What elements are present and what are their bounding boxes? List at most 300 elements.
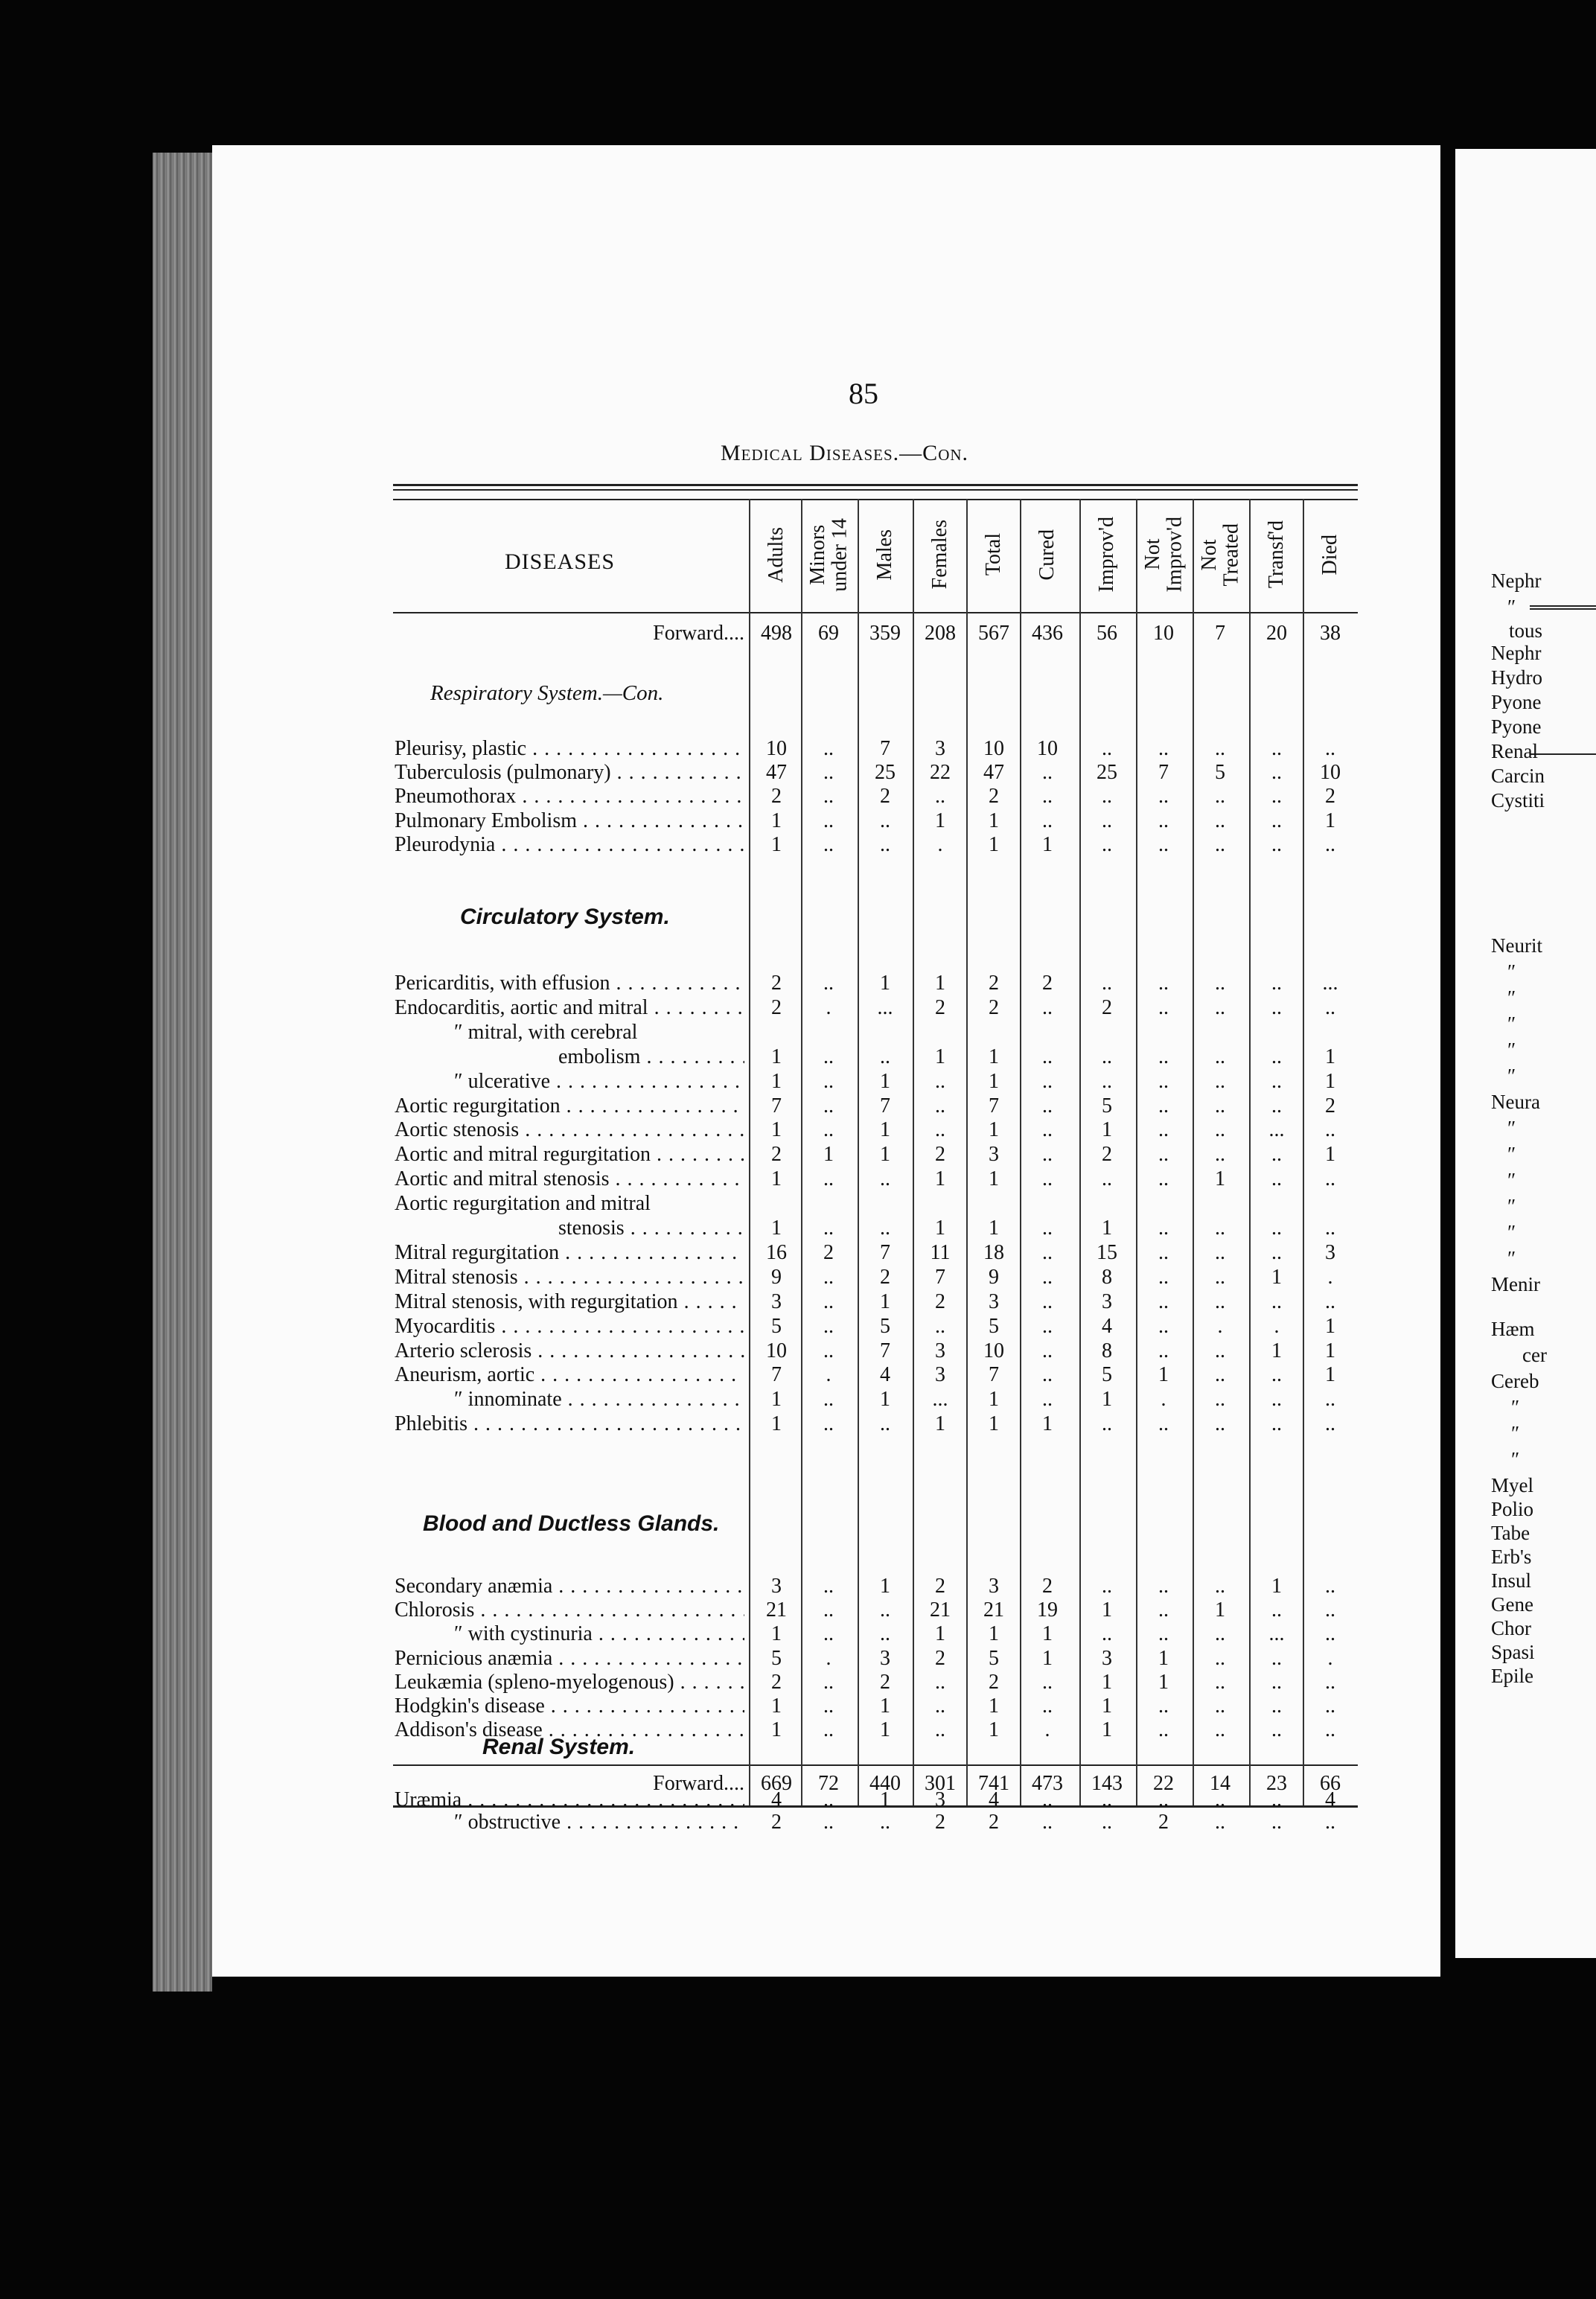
cell-value: .. xyxy=(1102,972,1112,995)
cell-value: 19 xyxy=(1037,1598,1058,1622)
cell-value: .. xyxy=(823,1718,834,1742)
disease-name: Aortic regurgitation and mitral xyxy=(395,1192,651,1216)
cell-value: 10 xyxy=(1037,737,1058,760)
cell-value: .. xyxy=(1325,737,1335,760)
right-page-entry: Cereb xyxy=(1491,1370,1539,1392)
disease-name: Hodgkin's disease . . . xyxy=(395,1694,744,1720)
disease-name: Pleurodynia . . . xyxy=(395,833,744,858)
cell-value: .. xyxy=(1042,1069,1053,1093)
cell-value: .. xyxy=(823,1217,834,1240)
section-title: Respiratory System.—Con. xyxy=(430,681,664,705)
cell-value: 1 xyxy=(1158,1670,1169,1694)
cell-value: .. xyxy=(1215,785,1225,809)
cell-value: .. xyxy=(1215,1265,1225,1289)
cell-value: . xyxy=(1161,1388,1166,1412)
cell-value: . xyxy=(826,1646,831,1670)
cell-value: .. xyxy=(1158,1167,1169,1191)
cell-value: 3 xyxy=(989,1575,999,1598)
column-header-label: Minors under 14 xyxy=(805,517,851,592)
cell-value: .. xyxy=(1271,832,1282,856)
cell-value: 1 xyxy=(1102,1217,1112,1240)
cell-value: 1 xyxy=(1271,1339,1282,1362)
cell-value: .. xyxy=(935,1670,945,1694)
cell-value: .. xyxy=(1215,1811,1225,1834)
table-row xyxy=(393,1811,1358,1836)
cell-value: .. xyxy=(1271,1045,1282,1068)
cell-value: .. xyxy=(1158,1575,1169,1598)
cell-value: 7 xyxy=(880,1094,890,1117)
cell-value: .. xyxy=(1158,1045,1169,1068)
cell-value: 16 xyxy=(766,1240,787,1264)
cell-value: . xyxy=(1217,1314,1223,1338)
cell-value: 1 xyxy=(935,809,945,832)
cell-value: .. xyxy=(1042,785,1053,809)
cell-value: .. xyxy=(1158,1265,1169,1289)
cell-value: 1 xyxy=(771,1412,782,1436)
cell-value: 56 xyxy=(1097,622,1117,645)
cell-value: .. xyxy=(1215,1646,1225,1670)
cell-value: 1 xyxy=(989,1694,999,1718)
right-page-entry: Insul xyxy=(1491,1569,1531,1592)
cell-value: .. xyxy=(1215,1575,1225,1598)
table-row xyxy=(393,1575,1358,1600)
disease-name: Forward.... xyxy=(653,622,744,645)
cell-value: .. xyxy=(1042,1240,1053,1264)
right-page-entry: ″ xyxy=(1511,1448,1520,1470)
column-header xyxy=(858,499,913,610)
table-row xyxy=(393,1671,1358,1696)
right-page-entry: Pyone xyxy=(1491,691,1542,713)
cell-value: 1 xyxy=(1042,1412,1053,1436)
cell-value: .. xyxy=(1102,809,1112,832)
cell-value: 7 xyxy=(880,1240,890,1264)
disease-name: Myocarditis . . . xyxy=(395,1315,744,1340)
cell-value: 3 xyxy=(771,1289,782,1313)
column-header-label: Not Improv'd xyxy=(1140,517,1186,593)
cell-value: .. xyxy=(1158,972,1169,995)
column-header xyxy=(749,499,804,610)
right-page-entry: Chor xyxy=(1491,1617,1531,1639)
cell-value: .. xyxy=(1158,1622,1169,1646)
cell-value: .. xyxy=(1042,1670,1053,1694)
cell-value: 3 xyxy=(989,1143,999,1167)
cell-value: .. xyxy=(1325,1575,1335,1598)
cell-value: .. xyxy=(1215,1240,1225,1264)
right-page-entry: Spasi xyxy=(1491,1641,1535,1663)
cell-value: 7 xyxy=(989,1363,999,1387)
cell-value: 2 xyxy=(771,785,782,809)
disease-name: Pleurisy, plastic . . . xyxy=(395,737,744,762)
cell-value: .. xyxy=(1102,1788,1112,1811)
disease-name: stenosis . . . xyxy=(395,1217,744,1242)
disease-name: Endocarditis, aortic and mitral . . . xyxy=(395,996,744,1021)
cell-value: .. xyxy=(823,832,834,856)
cell-value: 143 xyxy=(1091,1772,1123,1795)
cell-value: .. xyxy=(1271,785,1282,809)
cell-value: .. xyxy=(1271,761,1282,785)
cell-value: .. xyxy=(880,809,890,832)
table-row xyxy=(393,1598,1358,1624)
cell-value: 1 xyxy=(989,1045,999,1068)
cell-value: 1 xyxy=(989,1118,999,1142)
disease-name: Pneumothorax . . . xyxy=(395,785,744,810)
column-header xyxy=(966,499,1021,610)
cell-value: 3 xyxy=(771,1575,782,1598)
cell-value: .. xyxy=(1042,1339,1053,1362)
cell-value: 2 xyxy=(1325,785,1335,809)
cell-value: .. xyxy=(1042,1167,1053,1191)
cell-value: 1 xyxy=(935,1045,945,1068)
disease-name: Uræmia . . . xyxy=(395,1788,744,1814)
cell-value: 47 xyxy=(766,761,787,785)
cell-value: .. xyxy=(880,1045,890,1068)
cell-value: .. xyxy=(1325,1167,1335,1191)
table-row xyxy=(393,1021,1358,1046)
cell-value: 1 xyxy=(880,1575,890,1598)
cell-value: 1 xyxy=(989,1412,999,1436)
right-page-entry: Tabe xyxy=(1491,1522,1530,1544)
cell-value: .. xyxy=(1158,1217,1169,1240)
cell-value: .. xyxy=(1158,1240,1169,1264)
cell-value: .. xyxy=(1215,1339,1225,1362)
cell-value: .. xyxy=(1158,1143,1169,1167)
cell-value: .. xyxy=(823,1045,834,1068)
disease-name: ″ with cystinuria . . . xyxy=(395,1622,744,1648)
cell-value: 3 xyxy=(880,1646,890,1670)
cell-value: 1 xyxy=(989,832,999,856)
disease-name: Forward.... xyxy=(653,1772,744,1795)
table-row xyxy=(393,1647,1358,1672)
right-page-entry: ″ xyxy=(1507,1013,1516,1035)
right-page-entry: ″ xyxy=(1507,960,1516,983)
cell-value: 1 xyxy=(771,1217,782,1240)
cell-value: .. xyxy=(1158,785,1169,809)
cell-value: .. xyxy=(1325,1388,1335,1412)
cell-value: .. xyxy=(1158,1339,1169,1362)
cell-value: 5 xyxy=(1102,1094,1112,1117)
table-rule xyxy=(393,484,1358,486)
cell-value: 9 xyxy=(771,1265,782,1289)
cell-value: 2 xyxy=(771,1670,782,1694)
cell-value: .. xyxy=(1325,995,1335,1019)
disease-name: Aortic and mitral regurgitation . . . xyxy=(395,1143,744,1168)
table-rule xyxy=(393,489,1358,491)
cell-value: 1 xyxy=(1271,1265,1282,1289)
cell-value: .. xyxy=(1271,809,1282,832)
cell-value: .. xyxy=(1215,995,1225,1019)
cell-value: .. xyxy=(935,1694,945,1718)
cell-value: 66 xyxy=(1320,1772,1341,1795)
cell-value: .. xyxy=(1102,1167,1112,1191)
cell-value: 7 xyxy=(771,1363,782,1387)
cell-value: .. xyxy=(1042,1289,1053,1313)
cell-value: .. xyxy=(1215,1217,1225,1240)
cell-value: 5 xyxy=(989,1646,999,1670)
cell-value: .. xyxy=(1158,1314,1169,1338)
column-header-label: Adults xyxy=(765,526,788,583)
cell-value: 18 xyxy=(983,1240,1004,1264)
cell-value: 2 xyxy=(935,1646,945,1670)
cell-value: .. xyxy=(823,1265,834,1289)
cell-value: .. xyxy=(1271,1598,1282,1622)
cell-value: .. xyxy=(1271,1646,1282,1670)
disease-name: Aortic and mitral stenosis . . . xyxy=(395,1167,744,1193)
cell-value: .. xyxy=(1158,1094,1169,1117)
column-header xyxy=(801,499,856,610)
cell-value: .. xyxy=(935,1314,945,1338)
cell-value: .. xyxy=(1271,995,1282,1019)
column-header-label: Not Treated xyxy=(1197,523,1242,587)
cell-value: 1 xyxy=(880,972,890,995)
cell-value: .. xyxy=(1102,832,1112,856)
cell-value: ... xyxy=(932,1388,948,1412)
cell-value: 1 xyxy=(880,1069,890,1093)
cell-value: .. xyxy=(880,1811,890,1834)
cell-value: 4 xyxy=(880,1363,890,1387)
cell-value: .. xyxy=(1325,1811,1335,1834)
cell-value: 1 xyxy=(880,1388,890,1412)
cell-value: 5 xyxy=(1215,761,1225,785)
cell-value: .. xyxy=(823,1788,834,1811)
cell-value: .. xyxy=(1215,1143,1225,1167)
cell-value: 9 xyxy=(989,1265,999,1289)
table-row xyxy=(393,1290,1358,1316)
cell-value: 1 xyxy=(771,1694,782,1718)
cell-value: 2 xyxy=(1158,1811,1169,1834)
cell-value: 567 xyxy=(978,622,1009,645)
cell-value: .. xyxy=(1215,1694,1225,1718)
cell-value: 20 xyxy=(1266,622,1287,645)
cell-value: 1 xyxy=(880,1788,890,1811)
table-row xyxy=(393,996,1358,1021)
disease-name: ″ obstructive . . . xyxy=(395,1811,744,1836)
right-page-entry: ″ xyxy=(1511,1422,1520,1444)
section-title: Renal System. xyxy=(482,1735,636,1759)
cell-value: .. xyxy=(1158,737,1169,760)
cell-value: .. xyxy=(1042,1045,1053,1068)
cell-value: 22 xyxy=(930,761,951,785)
column-header xyxy=(1136,499,1191,610)
cell-value: 14 xyxy=(1210,1772,1230,1795)
right-page-entry: Neura xyxy=(1491,1091,1540,1113)
cell-value: .. xyxy=(1215,1363,1225,1387)
cell-value: .. xyxy=(935,1118,945,1142)
cell-value: .. xyxy=(1042,1694,1053,1718)
disease-name: Pernicious anæmia . . . xyxy=(395,1647,744,1672)
cell-value: .. xyxy=(823,1575,834,1598)
cell-value: 11 xyxy=(930,1240,951,1264)
cell-value: ... xyxy=(1322,972,1338,995)
page-header: Medical Diseases.—Con. xyxy=(721,441,969,465)
cell-value: 3 xyxy=(935,1788,945,1811)
cell-value: 1 xyxy=(1325,1363,1335,1387)
table-row xyxy=(393,737,1358,762)
cell-value: 301 xyxy=(925,1772,956,1795)
cell-value: .. xyxy=(823,1314,834,1338)
cell-value: 5 xyxy=(1102,1363,1112,1387)
right-page-entry: Menir xyxy=(1491,1273,1540,1295)
disease-name: Mitral stenosis, with regurgitation . . . xyxy=(395,1290,744,1316)
page-number: 85 xyxy=(849,377,878,410)
cell-value: .. xyxy=(1102,1412,1112,1436)
cell-value: .. xyxy=(1158,1788,1169,1811)
cell-value: 10 xyxy=(766,737,787,760)
right-page-entry: Nephr xyxy=(1491,642,1542,664)
column-header-label: Males xyxy=(873,529,897,581)
cell-value: .. xyxy=(823,809,834,832)
cell-value: 69 xyxy=(818,622,839,645)
cell-value: 1 xyxy=(1271,1575,1282,1598)
cell-value: .. xyxy=(1215,1622,1225,1646)
cell-value: .. xyxy=(1042,1265,1053,1289)
cell-value: .. xyxy=(1042,1788,1053,1811)
cell-value: .. xyxy=(1215,1412,1225,1436)
cell-value: .. xyxy=(1325,1289,1335,1313)
cell-value: .. xyxy=(1271,1240,1282,1264)
cell-value: .. xyxy=(1271,1069,1282,1093)
cell-value: .. xyxy=(1271,1094,1282,1117)
cell-value: 1 xyxy=(880,1694,890,1718)
cell-value: .. xyxy=(1215,972,1225,995)
cell-value: ... xyxy=(877,995,893,1019)
cell-value: 21 xyxy=(930,1598,951,1622)
cell-value: .. xyxy=(1158,1412,1169,1436)
cell-value: .. xyxy=(1158,832,1169,856)
disease-name: Chlorosis . . . xyxy=(395,1598,744,1624)
cell-value: 1 xyxy=(823,1143,834,1167)
column-header-label: Females xyxy=(928,520,952,590)
right-page-entry: ″ xyxy=(1507,1117,1516,1139)
cell-value: .. xyxy=(1042,1143,1053,1167)
table-row xyxy=(393,1622,1358,1648)
cell-value: .. xyxy=(1158,809,1169,832)
cell-value: 1 xyxy=(1042,1646,1053,1670)
cell-value: 3 xyxy=(989,1289,999,1313)
cell-value: 4 xyxy=(1325,1788,1335,1811)
cell-value: 1 xyxy=(771,832,782,856)
cell-value: 2 xyxy=(880,785,890,809)
table-row xyxy=(393,1217,1358,1242)
cell-value: .. xyxy=(823,785,834,809)
cell-value: 1 xyxy=(1325,1069,1335,1093)
cell-value: 669 xyxy=(761,1772,792,1795)
cell-value: 2 xyxy=(771,1811,782,1834)
column-header-label: Transf'd xyxy=(1265,520,1289,589)
cell-value: .. xyxy=(823,1598,834,1622)
cell-value: 10 xyxy=(1153,622,1174,645)
cell-value: 1 xyxy=(989,1069,999,1093)
cell-value: .. xyxy=(1271,1718,1282,1742)
cell-value: .. xyxy=(880,1412,890,1436)
cell-value: .. xyxy=(1042,1094,1053,1117)
cell-value: 1 xyxy=(989,1388,999,1412)
cell-value: .. xyxy=(1215,1045,1225,1068)
cell-value: 2 xyxy=(823,1240,834,1264)
cell-value: 15 xyxy=(1097,1240,1117,1264)
cell-value: 1 xyxy=(880,1289,890,1313)
cell-value: 2 xyxy=(935,1143,945,1167)
cell-value: 2 xyxy=(989,1811,999,1834)
cell-value: .. xyxy=(823,1167,834,1191)
cell-value: 5 xyxy=(771,1646,782,1670)
table-row xyxy=(393,1094,1358,1120)
cell-value: .. xyxy=(1158,1118,1169,1142)
table-row xyxy=(393,1412,1358,1438)
cell-value: 1 xyxy=(771,1718,782,1742)
cell-value: 2 xyxy=(1102,1143,1112,1167)
cell-value: 1 xyxy=(1215,1598,1225,1622)
column-header xyxy=(1249,499,1304,610)
cell-value: 3 xyxy=(935,737,945,760)
cell-value: 498 xyxy=(761,622,792,645)
right-page-entry: ″ xyxy=(1507,1039,1516,1061)
right-page-entry: ″ xyxy=(1507,1065,1516,1087)
right-page-rule xyxy=(1530,608,1596,610)
table-row xyxy=(393,1266,1358,1291)
column-header-label: Died xyxy=(1318,534,1342,575)
cell-value: .. xyxy=(935,1069,945,1093)
cell-value: 10 xyxy=(983,737,1004,760)
cell-value: 2 xyxy=(1042,1575,1053,1598)
right-page-entry: Neurit xyxy=(1491,934,1542,957)
cell-value: .. xyxy=(1325,832,1335,856)
right-page-entry: Gene xyxy=(1491,1593,1533,1616)
cell-value: .. xyxy=(1271,1167,1282,1191)
table-row xyxy=(393,1339,1358,1365)
disease-name: Aneurism, aortic . . . xyxy=(395,1363,744,1388)
cell-value: .. xyxy=(880,832,890,856)
table-rule xyxy=(393,1764,1358,1766)
cell-value: .. xyxy=(823,1339,834,1362)
cell-value: 1 xyxy=(771,1388,782,1412)
cell-value: .. xyxy=(1042,1314,1053,1338)
disease-name: ″ ulcerative . . . xyxy=(395,1070,744,1095)
cell-value: 72 xyxy=(818,1772,839,1795)
table-row xyxy=(393,1143,1358,1168)
cell-value: 1 xyxy=(771,1045,782,1068)
cell-value: 8 xyxy=(1102,1265,1112,1289)
cell-value: .. xyxy=(1042,1388,1053,1412)
cell-value: .. xyxy=(1215,737,1225,760)
cell-value: 2 xyxy=(771,1143,782,1167)
cell-value: 7 xyxy=(935,1265,945,1289)
cell-value: 2 xyxy=(771,972,782,995)
right-page-entry: Erb's xyxy=(1491,1546,1532,1568)
cell-value: .. xyxy=(1042,809,1053,832)
forward-row xyxy=(393,622,1358,647)
right-page-rule xyxy=(1530,753,1596,755)
cell-value: 1 xyxy=(1325,1339,1335,1362)
cell-value: . xyxy=(1327,1646,1333,1670)
cell-value: 2 xyxy=(935,1575,945,1598)
cell-value: 7 xyxy=(771,1094,782,1117)
right-page-entry: ″ xyxy=(1507,986,1516,1009)
cell-value: .. xyxy=(1215,1069,1225,1093)
cell-value: .. xyxy=(1215,809,1225,832)
cell-value: .. xyxy=(1325,1412,1335,1436)
disease-name: embolism . . . xyxy=(395,1045,744,1071)
cell-value: .. xyxy=(1042,1363,1053,1387)
cell-value: 5 xyxy=(989,1314,999,1338)
cell-value: 3 xyxy=(935,1363,945,1387)
cell-value: .. xyxy=(1102,737,1112,760)
section-title: Circulatory System. xyxy=(460,905,670,929)
cell-value: .. xyxy=(1215,832,1225,856)
table-row xyxy=(393,1363,1358,1388)
cell-value: 2 xyxy=(1102,995,1112,1019)
cell-value: 2 xyxy=(989,1670,999,1694)
cell-value: .. xyxy=(1102,1045,1112,1068)
